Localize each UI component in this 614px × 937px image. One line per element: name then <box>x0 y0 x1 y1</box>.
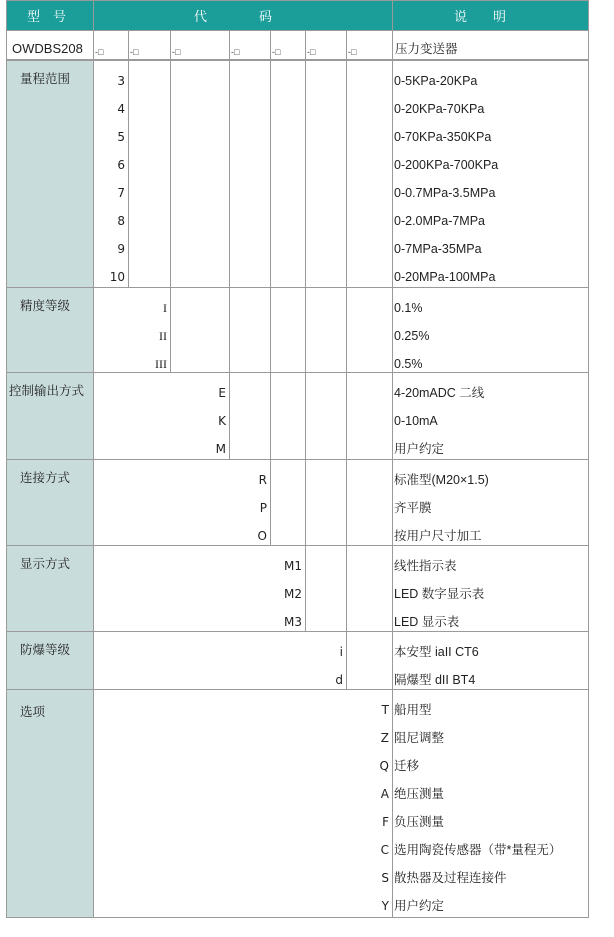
grid-vline <box>346 372 347 459</box>
code-value: 6 <box>117 158 125 172</box>
grid-vline <box>128 30 129 60</box>
code-slot-marker: -□ <box>95 47 104 57</box>
desc-value: 迁移 <box>394 759 420 773</box>
code-value: II <box>159 329 167 343</box>
desc-value: 0-200KPa-700KPa <box>394 158 499 172</box>
code-value: 3 <box>117 74 125 88</box>
code-slot-marker: -□ <box>307 47 316 57</box>
desc-value: 4-20mADC 二线 <box>394 386 485 400</box>
code-value: I <box>163 301 167 315</box>
grid-vline <box>305 30 306 60</box>
grid-vline <box>270 30 271 287</box>
code-slot-marker: -□ <box>172 47 181 57</box>
grid-vline <box>392 0 393 918</box>
grid-vline <box>229 30 230 60</box>
grid-vline <box>270 287 271 372</box>
grid-vline <box>346 545 347 631</box>
desc-value: 0-7MPa-35MPa <box>394 242 482 256</box>
code-slot-marker: -□ <box>348 47 357 57</box>
desc-value: 阻尼调整 <box>394 731 445 745</box>
desc-value: 0.25% <box>394 329 430 343</box>
grid-vline <box>229 30 230 287</box>
desc-value: 用户约定 <box>394 899 445 913</box>
desc-value: 隔爆型 dII BT4 <box>394 673 476 687</box>
desc-value: 用户约定 <box>394 442 445 456</box>
grid-vline <box>170 30 171 60</box>
code-value: III <box>155 357 167 371</box>
code-value: Q <box>379 759 389 773</box>
grid-vline <box>305 30 306 287</box>
grid-vline <box>6 0 7 918</box>
code-value: F <box>382 815 389 829</box>
grid-vline <box>170 30 171 287</box>
header-desc: 说 明 <box>454 9 507 24</box>
code-value: O <box>257 529 267 543</box>
code-value: T <box>381 703 389 717</box>
code-value: 4 <box>117 102 125 116</box>
group-label: 防爆等级 <box>20 643 71 657</box>
code-value: S <box>381 871 389 885</box>
grid-vline <box>93 0 94 918</box>
group-label: 量程范围 <box>20 72 71 86</box>
code-value: M <box>215 442 226 456</box>
desc-value: 选用陶瓷传感器（带*量程无） <box>394 843 562 857</box>
group-label: 选项 <box>20 705 46 719</box>
desc-value: 0.1% <box>394 301 423 315</box>
grid-vline <box>270 30 271 60</box>
desc-value: 散热器及过程连接件 <box>394 871 507 885</box>
code-value: 10 <box>109 270 125 284</box>
desc-value: 船用型 <box>394 703 432 717</box>
grid-vline <box>270 372 271 459</box>
desc-value: 线性指示表 <box>394 559 457 573</box>
code-slot-marker: -□ <box>231 47 240 57</box>
label-column <box>6 60 93 917</box>
desc-value: 0-20KPa-70KPa <box>394 102 485 116</box>
desc-value: 0-0.7MPa-3.5MPa <box>394 186 496 200</box>
code-value: R <box>258 473 267 487</box>
grid-vline <box>305 545 306 631</box>
grid-vline <box>346 459 347 545</box>
grid-vline <box>305 372 306 459</box>
code-value: 8 <box>117 214 125 228</box>
code-value: M3 <box>284 615 302 629</box>
code-value: i <box>339 645 343 659</box>
header-model: 型 号 <box>27 9 67 24</box>
grid-vline <box>346 30 347 287</box>
desc-value: 按用户尺寸加工 <box>394 529 482 543</box>
desc-value: 标准型(M20×1.5) <box>394 473 489 487</box>
desc-value: LED 数字显示表 <box>394 587 485 601</box>
code-value: K <box>218 414 226 428</box>
grid-vline <box>229 372 230 459</box>
code-value: A <box>380 787 389 801</box>
grid-vline <box>305 287 306 372</box>
model-desc: 压力变送器 <box>395 42 458 56</box>
grid-vline <box>270 459 271 545</box>
grid-vline <box>346 30 347 60</box>
desc-value: 0.5% <box>394 357 423 371</box>
code-value: 5 <box>117 130 125 144</box>
code-value: d <box>335 673 343 687</box>
code-value: 7 <box>117 186 125 200</box>
group-label: 显示方式 <box>20 557 71 571</box>
grid-vline <box>170 287 171 372</box>
desc-value: 0-20MPa-100MPa <box>394 270 496 284</box>
code-value: Y <box>381 899 389 913</box>
desc-value: 本安型 iaII CT6 <box>394 645 479 659</box>
group-label: 连接方式 <box>20 471 71 485</box>
grid-vline <box>229 287 230 372</box>
code-value: M2 <box>284 587 302 601</box>
desc-value: 负压测量 <box>394 815 445 829</box>
grid-vline <box>305 459 306 545</box>
group-label: 精度等级 <box>20 299 71 313</box>
code-value: 9 <box>117 242 125 256</box>
code-slot-marker: -□ <box>130 47 139 57</box>
code-value: C <box>380 843 389 857</box>
group-label: 控制输出方式 <box>9 384 85 398</box>
code-slot-marker: -□ <box>272 47 281 57</box>
desc-value: 绝压测量 <box>394 787 445 801</box>
desc-value: 0-2.0MPa-7MPa <box>394 214 486 228</box>
desc-value: 0-70KPa-350KPa <box>394 130 492 144</box>
header-code: 代 码 <box>194 9 273 24</box>
model-name: OWDBS208 <box>12 41 83 56</box>
code-value: M1 <box>284 559 302 573</box>
grid-vline <box>588 0 589 918</box>
desc-value: 0-5KPa-20KPa <box>394 74 478 88</box>
desc-value: 齐平膜 <box>394 501 432 515</box>
desc-value: 0-10mA <box>394 414 438 428</box>
grid-vline <box>346 287 347 372</box>
desc-value: LED 显示表 <box>394 615 460 629</box>
code-value: P <box>259 501 267 515</box>
grid-vline <box>128 30 129 287</box>
code-value: E <box>218 386 226 400</box>
grid-vline <box>346 631 347 689</box>
code-value: Z <box>380 731 389 745</box>
